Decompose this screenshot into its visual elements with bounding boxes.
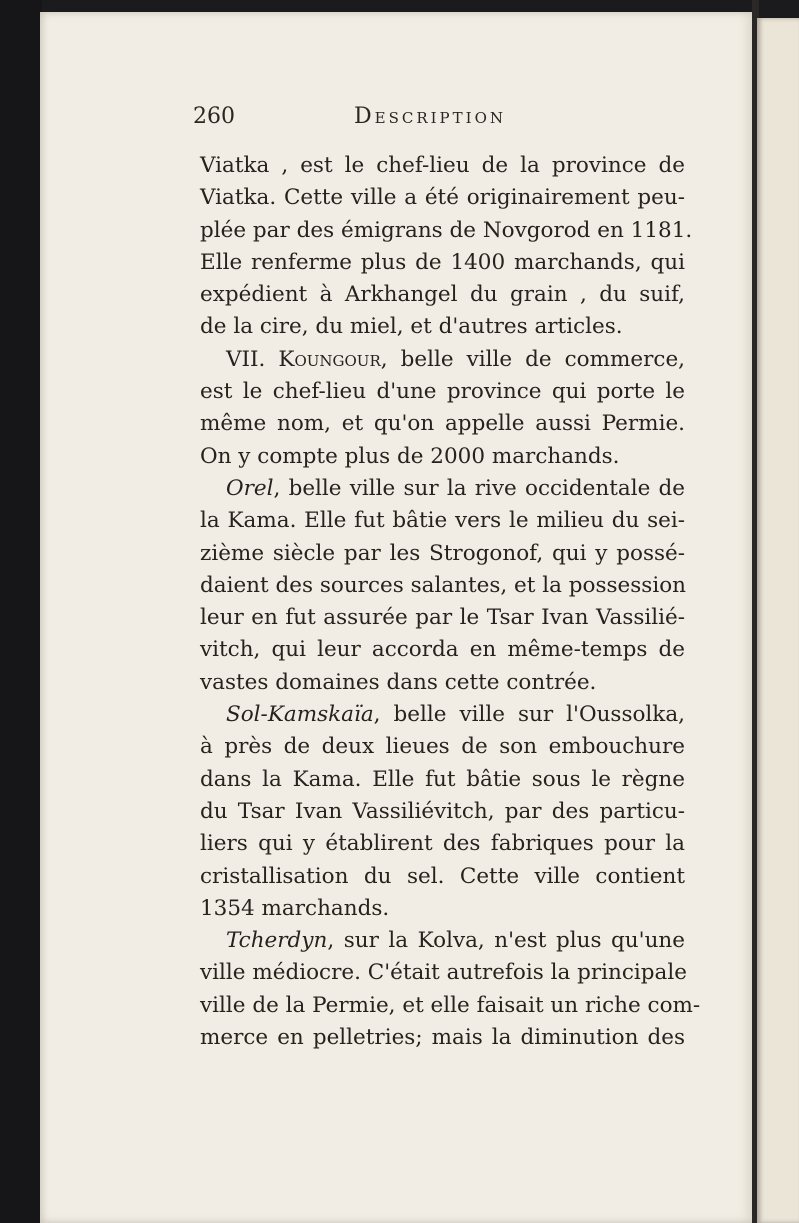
line-continuation: , belle ville sur l'Oussolka, xyxy=(373,702,685,728)
text-line: vastes domaines dans cette contrée. xyxy=(200,669,597,695)
text-line: de la cire, du miel, et d'autres articles. xyxy=(200,314,623,340)
page-number: 260 xyxy=(193,104,235,129)
text-line: On y compte plus de 2000 marchands. xyxy=(200,443,620,469)
section-number: VII. xyxy=(226,346,279,372)
text-line: à près de deux lieues de son embouchure xyxy=(200,734,685,760)
running-title: Description xyxy=(354,104,507,129)
text-line: expédient à Arkhangel du grain , du suif, xyxy=(200,282,685,308)
text-line-entry xyxy=(200,473,685,505)
text-line: ville médiocre. C'était autrefois la principale xyxy=(200,960,687,986)
text-line: 1354 marchands. xyxy=(200,895,390,921)
body-text xyxy=(200,150,701,1054)
text-line: Elle renferme plus de 1400 marchands, qui xyxy=(200,249,685,275)
text-line: Viatka , est le chef-lieu de la province de xyxy=(200,153,685,178)
text-line: plée par des émigrans de Novgorod en 1181. xyxy=(200,217,693,243)
text-line: du Tsar Ivan Vassiliévitch, par des particu- xyxy=(200,798,685,824)
place-name-sol-kamskaia: Sol-Kamskaïa xyxy=(226,702,374,728)
place-name-koungour: Koungour xyxy=(278,346,381,372)
text-line: daient des sources salantes, et la possession xyxy=(200,572,687,598)
text-line: liers qui y établirent des fabriques pour la xyxy=(200,831,685,857)
text-line: Viatka. Cette ville a été originairement peu- xyxy=(200,185,685,211)
text-line-entry xyxy=(200,699,685,731)
text-line-entry xyxy=(200,925,685,957)
text-line: la Kama. Elle fut bâtie vers le milieu du sei- xyxy=(200,508,685,534)
line-continuation: , belle ville sur la rive occidentale de xyxy=(273,475,685,501)
text-line: merce en pelletries; mais la diminution des xyxy=(200,1025,685,1051)
text-line-section-heading xyxy=(200,344,685,376)
scan-background xyxy=(0,0,42,1223)
facing-page-edge xyxy=(757,18,799,1223)
text-line: leur en fut assurée par le Tsar Ivan Vassilié- xyxy=(200,605,685,631)
text-line: même nom, et qu'on appelle aussi Permie. xyxy=(200,411,685,437)
text-line: est le chef-lieu d'une province qui porte le xyxy=(200,379,685,405)
text-line: ville de la Permie, et elle faisait un riche com- xyxy=(200,992,701,1018)
text-line: vitch, qui leur accorda en même-temps de xyxy=(200,637,685,663)
line-continuation: , sur la Kolva, n'est plus qu'une xyxy=(327,928,685,954)
page-header xyxy=(193,104,693,134)
place-name-orel: Orel xyxy=(226,475,274,501)
text-line: cristallisation du sel. Cette ville contient xyxy=(200,863,685,889)
line-continuation: , belle ville de commerce, xyxy=(380,346,686,372)
place-name-tcherdyn: Tcherdyn xyxy=(226,928,328,954)
text-line: zième siècle par les Strogonof, qui y possé- xyxy=(200,540,685,566)
text-line: dans la Kama. Elle fut bâtie sous le règne xyxy=(200,766,685,792)
